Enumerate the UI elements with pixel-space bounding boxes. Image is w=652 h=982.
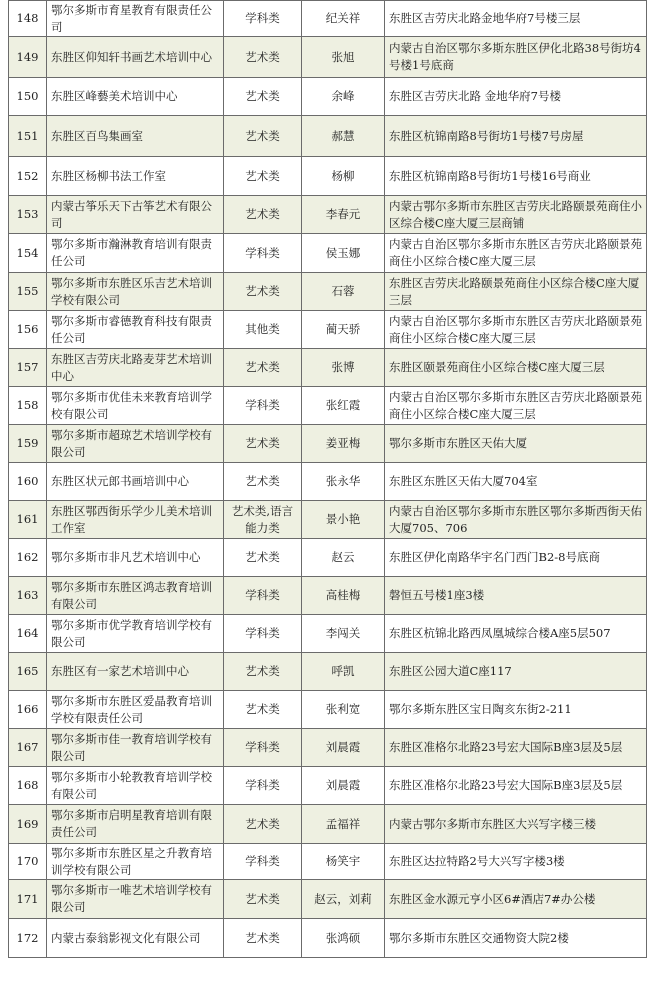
responsible-person: 赵云 <box>302 539 385 577</box>
institution-name: 东胜区状元郎书画培训中心 <box>47 463 224 501</box>
address: 东胜区公园大道C座117 <box>385 653 647 691</box>
category: 艺术类 <box>224 463 302 501</box>
institution-name: 东胜区峰藝美术培训中心 <box>47 78 224 116</box>
row-number: 148 <box>9 1 47 37</box>
institution-name: 鄂尔多斯市东胜区鸿志教育培训有限公司 <box>47 577 224 615</box>
institution-name: 鄂尔多斯市非凡艺术培训中心 <box>47 539 224 577</box>
address: 内蒙古自治区鄂尔多斯市东胜区鄂尔多斯西街天佑大厦705、706 <box>385 501 647 539</box>
responsible-person: 纪关祥 <box>302 1 385 37</box>
row-number: 169 <box>9 805 47 844</box>
table-row <box>9 615 647 653</box>
table-row <box>9 767 647 805</box>
institution-name: 东胜区杨柳书法工作室 <box>47 157 224 196</box>
address: 东胜区东胜区天佑大厦704室 <box>385 463 647 501</box>
row-number: 159 <box>9 425 47 463</box>
institution-name: 东胜区百鸟集画室 <box>47 116 224 157</box>
responsible-person: 李春元 <box>302 196 385 234</box>
category: 艺术类 <box>224 116 302 157</box>
responsible-person: 侯玉娜 <box>302 234 385 273</box>
address: 内蒙古自治区鄂尔多斯东胜区伊化北路38号街坊4号楼1号底商 <box>385 37 647 78</box>
category: 艺术类,语言能力类 <box>224 501 302 539</box>
category: 艺术类 <box>224 539 302 577</box>
table-row <box>9 653 647 691</box>
category: 艺术类 <box>224 805 302 844</box>
category: 学科类 <box>224 1 302 37</box>
category: 学科类 <box>224 577 302 615</box>
row-number: 164 <box>9 615 47 653</box>
institution-name: 鄂尔多斯市佳一教育培训学校有限公司 <box>47 729 224 767</box>
category: 艺术类 <box>224 37 302 78</box>
category: 艺术类 <box>224 691 302 729</box>
institution-name: 东胜区有一家艺术培训中心 <box>47 653 224 691</box>
address: 内蒙古自治区鄂尔多斯市东胜区吉劳庆北路颐景苑商住小区综合楼C座大厦三层 <box>385 311 647 349</box>
institution-name: 鄂尔多斯市育星教育有限责任公司 <box>47 1 224 37</box>
responsible-person: 孟福祥 <box>302 805 385 844</box>
responsible-person: 刘晨霞 <box>302 729 385 767</box>
row-number: 151 <box>9 116 47 157</box>
responsible-person: 蔺天骄 <box>302 311 385 349</box>
table-row <box>9 501 647 539</box>
table-row <box>9 157 647 196</box>
table-row <box>9 234 647 273</box>
table-row <box>9 425 647 463</box>
responsible-person: 张利宽 <box>302 691 385 729</box>
row-number: 166 <box>9 691 47 729</box>
table-row <box>9 37 647 78</box>
table-row <box>9 805 647 844</box>
row-number: 170 <box>9 844 47 880</box>
address: 东胜区吉劳庆北路颐景苑商住小区综合楼C座大厦三层 <box>385 273 647 311</box>
institution-name: 内蒙古筝乐天下古筝艺术有限公司 <box>47 196 224 234</box>
responsible-person: 赵云，刘莉 <box>302 880 385 919</box>
responsible-person: 张旭 <box>302 37 385 78</box>
category: 学科类 <box>224 234 302 273</box>
address: 东胜区颐景苑商住小区综合楼C座大厦三层 <box>385 349 647 387</box>
institution-table <box>8 0 647 958</box>
address: 东胜区金水源元亨小区6#酒店7#办公楼 <box>385 880 647 919</box>
category: 艺术类 <box>224 880 302 919</box>
row-number: 160 <box>9 463 47 501</box>
institution-name: 鄂尔多斯市超琼艺术培训学校有限公司 <box>47 425 224 463</box>
category: 艺术类 <box>224 273 302 311</box>
responsible-person: 张鸿硕 <box>302 919 385 958</box>
responsible-person: 刘晨霞 <box>302 767 385 805</box>
responsible-person: 姜亚梅 <box>302 425 385 463</box>
table-row <box>9 78 647 116</box>
category: 艺术类 <box>224 425 302 463</box>
table-body <box>9 1 647 958</box>
responsible-person: 杨笑宇 <box>302 844 385 880</box>
responsible-person: 余峰 <box>302 78 385 116</box>
institution-name: 鄂尔多斯市优学教育培训学校有限公司 <box>47 615 224 653</box>
row-number: 149 <box>9 37 47 78</box>
institution-name: 内蒙古泰翁影视文化有限公司 <box>47 919 224 958</box>
responsible-person: 景小艳 <box>302 501 385 539</box>
table-row <box>9 463 647 501</box>
row-number: 165 <box>9 653 47 691</box>
address: 鄂尔多斯东胜区宝日陶亥东街2-211 <box>385 691 647 729</box>
category: 学科类 <box>224 844 302 880</box>
address: 内蒙古自治区鄂尔多斯市东胜区吉劳庆北路颐景苑商住小区综合楼C座大厦三层 <box>385 387 647 425</box>
table-row <box>9 311 647 349</box>
address: 鄂尔多斯市东胜区天佑大厦 <box>385 425 647 463</box>
institution-name: 鄂尔多斯市启明星教育培训有限责任公司 <box>47 805 224 844</box>
address: 东胜区达拉特路2号大兴写字楼3楼 <box>385 844 647 880</box>
category: 艺术类 <box>224 196 302 234</box>
row-number: 167 <box>9 729 47 767</box>
responsible-person: 高桂梅 <box>302 577 385 615</box>
address: 鄂尔多斯市东胜区交通物资大院2楼 <box>385 919 647 958</box>
row-number: 171 <box>9 880 47 919</box>
address: 东胜区吉劳庆北路金地华府7号楼三层 <box>385 1 647 37</box>
institution-name: 鄂尔多斯市瀚淋教育培训有限责任公司 <box>47 234 224 273</box>
address: 东胜区准格尔北路23号宏大国际B座3层及5层 <box>385 767 647 805</box>
institution-name: 鄂尔多斯市东胜区星之升教育培训学校有限公司 <box>47 844 224 880</box>
table-row <box>9 844 647 880</box>
responsible-person: 杨柳 <box>302 157 385 196</box>
row-number: 156 <box>9 311 47 349</box>
responsible-person: 石蓉 <box>302 273 385 311</box>
responsible-person: 张红霞 <box>302 387 385 425</box>
institution-name: 鄂尔多斯市一唯艺术培训学校有限公司 <box>47 880 224 919</box>
institution-name: 鄂尔多斯市优佳未来教育培训学校有限公司 <box>47 387 224 425</box>
address: 内蒙古鄂尔多斯市东胜区大兴写字楼三楼 <box>385 805 647 844</box>
responsible-person: 李闯关 <box>302 615 385 653</box>
address: 东胜区准格尔北路23号宏大国际B座3层及5层 <box>385 729 647 767</box>
table-row <box>9 729 647 767</box>
row-number: 158 <box>9 387 47 425</box>
institution-name: 鄂尔多斯市睿德教育科技有限责任公司 <box>47 311 224 349</box>
row-number: 162 <box>9 539 47 577</box>
row-number: 168 <box>9 767 47 805</box>
address: 东胜区杭锦南路8号街坊1号楼16号商业 <box>385 157 647 196</box>
category: 其他类 <box>224 311 302 349</box>
row-number: 150 <box>9 78 47 116</box>
category: 艺术类 <box>224 919 302 958</box>
responsible-person: 张永华 <box>302 463 385 501</box>
row-number: 152 <box>9 157 47 196</box>
table-row <box>9 116 647 157</box>
address: 东胜区吉劳庆北路 金地华府7号楼 <box>385 78 647 116</box>
institution-name: 鄂尔多斯市东胜区乐吉艺术培训学校有限公司 <box>47 273 224 311</box>
table-row <box>9 387 647 425</box>
table-row <box>9 691 647 729</box>
responsible-person: 呼凯 <box>302 653 385 691</box>
table-row <box>9 880 647 919</box>
row-number: 153 <box>9 196 47 234</box>
row-number: 157 <box>9 349 47 387</box>
address: 磐恒五号楼1座3楼 <box>385 577 647 615</box>
category: 艺术类 <box>224 653 302 691</box>
responsible-person: 张博 <box>302 349 385 387</box>
row-number: 163 <box>9 577 47 615</box>
institution-name: 东胜区仰知轩书画艺术培训中心 <box>47 37 224 78</box>
category: 艺术类 <box>224 157 302 196</box>
address: 东胜区伊化南路华宇名门西门B2-8号底商 <box>385 539 647 577</box>
table-row <box>9 196 647 234</box>
responsible-person: 郝慧 <box>302 116 385 157</box>
institution-name: 东胜区鄂西街乐学少儿美术培训工作室 <box>47 501 224 539</box>
category: 学科类 <box>224 387 302 425</box>
table-row <box>9 349 647 387</box>
address: 内蒙古自治区鄂尔多斯市东胜区吉劳庆北路颐景苑商住小区综合楼C座大厦三层 <box>385 234 647 273</box>
category: 学科类 <box>224 615 302 653</box>
category: 艺术类 <box>224 349 302 387</box>
row-number: 154 <box>9 234 47 273</box>
institution-name: 鄂尔多斯市小轮教教育培训学校有限公司 <box>47 767 224 805</box>
address: 内蒙古鄂尔多斯市东胜区吉劳庆北路颐景苑商住小区综合楼C座大厦三层商铺 <box>385 196 647 234</box>
category: 艺术类 <box>224 78 302 116</box>
institution-name: 东胜区吉劳庆北路麦芽艺术培训中心 <box>47 349 224 387</box>
address: 东胜区杭锦北路西凤凰城综合楼A座5层507 <box>385 615 647 653</box>
row-number: 172 <box>9 919 47 958</box>
category: 学科类 <box>224 767 302 805</box>
category: 学科类 <box>224 729 302 767</box>
row-number: 161 <box>9 501 47 539</box>
table-row <box>9 1 647 37</box>
table-row <box>9 577 647 615</box>
table-row <box>9 273 647 311</box>
institution-name: 鄂尔多斯市东胜区爱晶教育培训学校有限责任公司 <box>47 691 224 729</box>
table-row <box>9 539 647 577</box>
address: 东胜区杭锦南路8号街坊1号楼7号房屋 <box>385 116 647 157</box>
table-row <box>9 919 647 958</box>
row-number: 155 <box>9 273 47 311</box>
